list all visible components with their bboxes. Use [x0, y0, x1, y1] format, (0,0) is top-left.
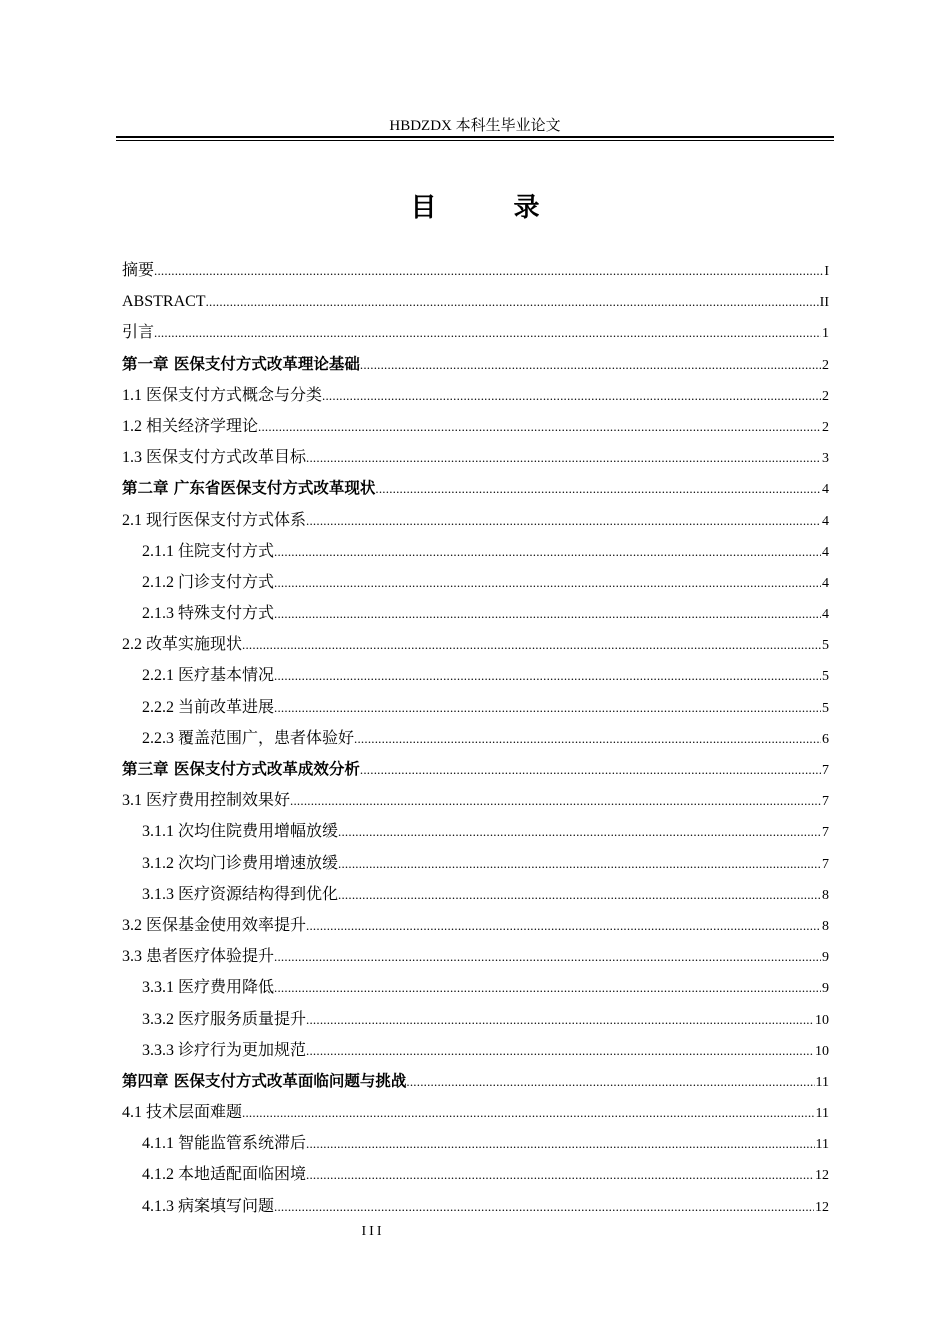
toc-dot-leader — [375, 473, 821, 504]
toc-entry-label: 2.1.2 门诊支付方式 — [142, 573, 275, 591]
toc-entry-label: 1.2 相关经济学理论 — [122, 417, 259, 435]
toc-dot-leader — [306, 1004, 814, 1035]
toc-entry-page: 12 — [815, 1199, 829, 1215]
toc-entry-label: 2.2 改革实施现状 — [122, 636, 243, 654]
toc-entry[interactable] — [122, 1004, 829, 1035]
toc-dot-leader — [338, 879, 821, 910]
toc-dot-leader — [154, 317, 821, 348]
toc-entry-label: 3.1 医疗费用控制效果好 — [122, 792, 291, 810]
toc-entry[interactable] — [122, 723, 829, 754]
toc-entry-label: 4.1.1 智能监管系统滞后 — [142, 1135, 307, 1153]
toc-entry-label: 3.1.2 次均门诊费用增速放缓 — [142, 854, 339, 872]
toc-entry-page: 4 — [822, 513, 829, 529]
toc-entry[interactable] — [122, 1066, 829, 1097]
toc-entry-page: 10 — [815, 1043, 829, 1059]
toc-entry-label: 3.3.1 医疗费用降低 — [142, 979, 275, 997]
toc-entry[interactable] — [122, 692, 829, 723]
toc-entry-page: I — [824, 264, 829, 279]
toc-dot-leader — [242, 629, 821, 660]
toc-entry-page: 5 — [822, 638, 829, 654]
toc-entry-label: ABSTRACT — [122, 293, 206, 311]
toc-dot-leader — [306, 910, 821, 941]
toc-entry[interactable] — [122, 660, 829, 691]
toc-entry-page: 2 — [822, 419, 829, 435]
toc-entry-label: 引言 — [122, 324, 155, 342]
toc-dot-leader — [258, 411, 821, 442]
page-number: III — [361, 1224, 385, 1239]
toc-entry[interactable] — [122, 442, 829, 473]
toc-entry[interactable] — [122, 1097, 829, 1128]
toc-entry-page: 4 — [822, 607, 829, 623]
toc-entry-page: 6 — [822, 731, 829, 747]
toc-dot-leader — [274, 536, 821, 567]
toc-entry[interactable] — [122, 598, 829, 629]
table-of-contents — [122, 255, 829, 1222]
toc-dot-leader — [354, 723, 821, 754]
toc-dot-leader — [306, 1035, 814, 1066]
toc-entry-label: 2.1 现行医保支付方式体系 — [122, 511, 307, 529]
toc-entry[interactable] — [122, 473, 829, 504]
toc-dot-leader — [274, 598, 821, 629]
toc-entry-page: 9 — [822, 950, 829, 966]
toc-entry-page: 7 — [822, 763, 829, 778]
toc-entry[interactable] — [122, 754, 829, 785]
toc-entry-page: 8 — [822, 918, 829, 934]
toc-entry-label: 第二章 广东省医保支付方式改革现状 — [122, 479, 376, 498]
toc-entry[interactable] — [122, 972, 829, 1003]
toc-entry-page: 7 — [822, 794, 829, 810]
toc-entry-label: 2.1.1 住院支付方式 — [142, 542, 275, 560]
toc-dot-leader — [306, 442, 821, 473]
toc-dot-leader — [306, 505, 821, 536]
toc-entry-label: 第四章 医保支付方式改革面临问题与挑战 — [122, 1071, 407, 1090]
toc-entry-label: 第三章 医保支付方式改革成效分析 — [122, 760, 360, 778]
toc-entry-label: 2.2.3 覆盖范围广，患者体验好 — [142, 729, 355, 747]
toc-entry[interactable] — [122, 629, 829, 660]
toc-entry-page: 4 — [822, 575, 829, 591]
toc-entry-label: 4.1.2 本地适配面临困境 — [142, 1166, 307, 1184]
toc-entry-page: 7 — [822, 856, 829, 872]
toc-dot-leader — [338, 816, 821, 847]
toc-dot-leader — [360, 754, 821, 785]
toc-entry[interactable] — [122, 941, 829, 972]
toc-entry-page: 7 — [822, 825, 829, 841]
toc-entry-page: 1 — [822, 326, 829, 342]
toc-entry-label: 2.2.2 当前改革进展 — [142, 698, 275, 716]
toc-entry[interactable] — [122, 816, 829, 847]
toc-entry[interactable] — [122, 411, 829, 442]
toc-entry[interactable] — [122, 380, 829, 411]
toc-dot-leader — [322, 380, 821, 411]
toc-title: 目 录 — [410, 193, 574, 223]
toc-entry-label: 3.1.3 医疗资源结构得到优化 — [142, 885, 339, 903]
toc-dot-leader — [274, 941, 821, 972]
toc-entry[interactable] — [122, 536, 829, 567]
toc-entry-page: 11 — [815, 1137, 829, 1153]
toc-entry-page: 5 — [822, 669, 829, 685]
toc-dot-leader — [338, 848, 821, 879]
toc-entry-page: 5 — [822, 700, 829, 716]
toc-entry-page: 9 — [822, 981, 829, 997]
toc-entry-label: 3.2 医保基金使用效率提升 — [122, 916, 307, 934]
toc-entry[interactable] — [122, 1128, 829, 1159]
toc-dot-leader — [290, 785, 821, 816]
toc-entry[interactable] — [122, 785, 829, 816]
toc-entry[interactable] — [122, 317, 829, 348]
toc-dot-leader — [306, 1159, 814, 1190]
toc-entry-page: 2 — [822, 357, 829, 373]
running-header: HBDZDX 本科生毕业论文 — [389, 118, 561, 134]
toc-entry[interactable] — [122, 567, 829, 598]
toc-entry-page: 2 — [822, 388, 829, 404]
toc-dot-leader — [274, 660, 821, 691]
toc-entry[interactable] — [122, 1191, 829, 1222]
toc-dot-leader — [242, 1097, 815, 1128]
toc-entry-label: 1.1 医保支付方式概念与分类 — [122, 386, 323, 404]
toc-dot-leader — [360, 349, 821, 380]
toc-dot-leader — [274, 567, 821, 598]
toc-entry-page: 3 — [822, 451, 829, 467]
header-double-rule — [116, 136, 834, 141]
toc-entry-page: 11 — [815, 1074, 829, 1090]
toc-dot-leader — [206, 286, 819, 317]
toc-dot-leader — [406, 1066, 814, 1097]
toc-entry-label: 2.2.1 医疗基本情况 — [142, 667, 275, 685]
toc-entry[interactable] — [122, 910, 829, 941]
toc-entry-label: 3.3.2 医疗服务质量提升 — [142, 1010, 307, 1028]
toc-dot-leader — [154, 255, 823, 286]
toc-dot-leader — [274, 692, 821, 723]
toc-entry-label: 3.1.1 次均住院费用增幅放缓 — [142, 823, 339, 841]
toc-entry-page: 12 — [815, 1168, 829, 1184]
toc-entry-page: 4 — [822, 544, 829, 560]
toc-entry-page: 8 — [822, 887, 829, 903]
toc-entry-label: 2.1.3 特殊支付方式 — [142, 605, 275, 623]
toc-entry-label: 第一章 医保支付方式改革理论基础 — [122, 354, 360, 373]
toc-entry-label: 4.1 技术层面难题 — [122, 1104, 243, 1122]
toc-entry-page: II — [819, 295, 829, 311]
toc-entry-label: 1.3 医保支付方式改革目标 — [122, 449, 307, 467]
toc-dot-leader — [274, 1191, 814, 1222]
toc-entry[interactable] — [122, 255, 829, 286]
toc-entry[interactable] — [122, 505, 829, 536]
toc-entry[interactable] — [122, 1159, 829, 1190]
toc-entry-page: 11 — [815, 1106, 829, 1122]
toc-entry-label: 3.3.3 诊疗行为更加规范 — [142, 1041, 307, 1059]
toc-entry[interactable] — [122, 879, 829, 910]
toc-entry-label: 3.3 患者医疗体验提升 — [122, 948, 275, 966]
toc-entry[interactable] — [122, 286, 829, 317]
toc-entry[interactable] — [122, 349, 829, 380]
toc-entry[interactable] — [122, 1035, 829, 1066]
toc-entry-page: 10 — [815, 1012, 829, 1028]
toc-dot-leader — [274, 972, 821, 1003]
toc-entry-page: 4 — [822, 482, 829, 498]
toc-entry-label: 4.1.3 病案填写问题 — [142, 1197, 275, 1215]
toc-entry-label: 摘要 — [122, 262, 155, 279]
toc-entry[interactable] — [122, 848, 829, 879]
toc-dot-leader — [306, 1128, 815, 1159]
